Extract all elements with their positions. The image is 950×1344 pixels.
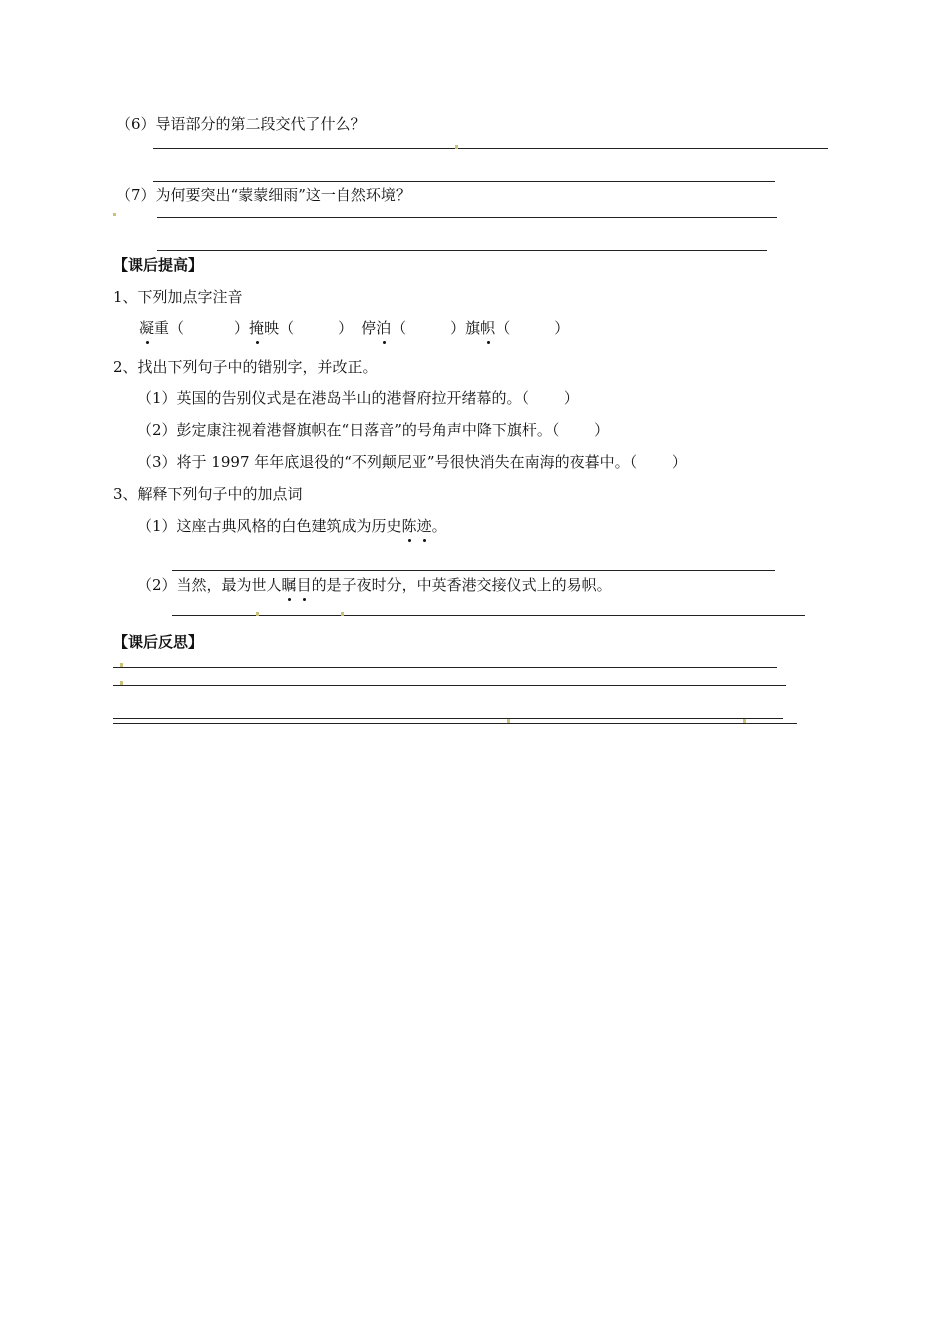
reflection-line-2[interactable]: [113, 685, 786, 686]
marker: [743, 719, 746, 723]
dotted-char: 泊: [376, 319, 392, 337]
exercise-3-sentence-2: （2）当然，最为世人瞩目的是子夜时分，中英香港交接仪式上的易帜。: [137, 576, 612, 594]
dotted-char: 目: [296, 576, 312, 594]
marker: [507, 719, 510, 723]
exercise-2-title: 2、找出下列句子中的错别字，并改正。: [113, 358, 378, 376]
answer-line-q6[interactable]: [153, 148, 828, 149]
dotted-char: 帜: [480, 319, 496, 337]
exercise-1-items: 凝重（ ）掩映（ ） 停泊（ ）旗帜（ ）: [139, 319, 570, 337]
exercise-3-sentence-1: （1）这座古典风格的白色建筑成为历史陈迹。: [137, 517, 447, 535]
reflection-line-3[interactable]: [113, 718, 783, 719]
dotted-char: 凝: [139, 319, 155, 337]
reflection-line-1[interactable]: [113, 667, 777, 668]
question-7: （7）为何要突出“蒙蒙细雨”这一自然环境？: [116, 186, 411, 204]
marker: [341, 612, 344, 616]
reflection-line-4[interactable]: [113, 723, 797, 724]
marker: [455, 145, 458, 149]
marker: [120, 681, 123, 685]
dotted-char: 瞩: [281, 576, 297, 594]
dotted-char: 掩: [249, 319, 265, 337]
answer-line-ex3-2[interactable]: [172, 615, 805, 616]
exercise-1-title: 1、下列加点字注音: [113, 288, 243, 306]
exercise-3-title: 3、解释下列句子中的加点词: [113, 485, 303, 503]
dotted-char: 陈: [401, 517, 417, 535]
marker: [120, 663, 123, 667]
dotted-char: 迹: [416, 517, 432, 535]
answer-line-q6b[interactable]: [153, 181, 775, 182]
answer-line-q7[interactable]: [157, 217, 777, 218]
question-6: （6）导语部分的第二段交代了什么？: [116, 115, 366, 133]
section-heading-improve: 【课后提高】: [113, 256, 204, 274]
marker: [113, 213, 116, 216]
exercise-2-sentence-1: （1）英国的告别仪式是在港岛半山的港督府拉开绪幕的。（ ）: [137, 389, 579, 407]
marker: [256, 612, 259, 616]
exercise-2-sentence-2: （2）彭定康注视着港督旗帜在“日落音”的号角声中降下旗杆。（ ）: [137, 421, 610, 439]
answer-line-ex3-1[interactable]: [172, 570, 775, 571]
section-heading-reflect: 【课后反思】: [113, 633, 204, 651]
answer-line-q7b[interactable]: [157, 250, 767, 251]
exercise-2-sentence-3: （3）将于 1997 年年底退役的“不列颠尼亚”号很快消失在南海的夜暮中。（ ）: [137, 453, 687, 471]
